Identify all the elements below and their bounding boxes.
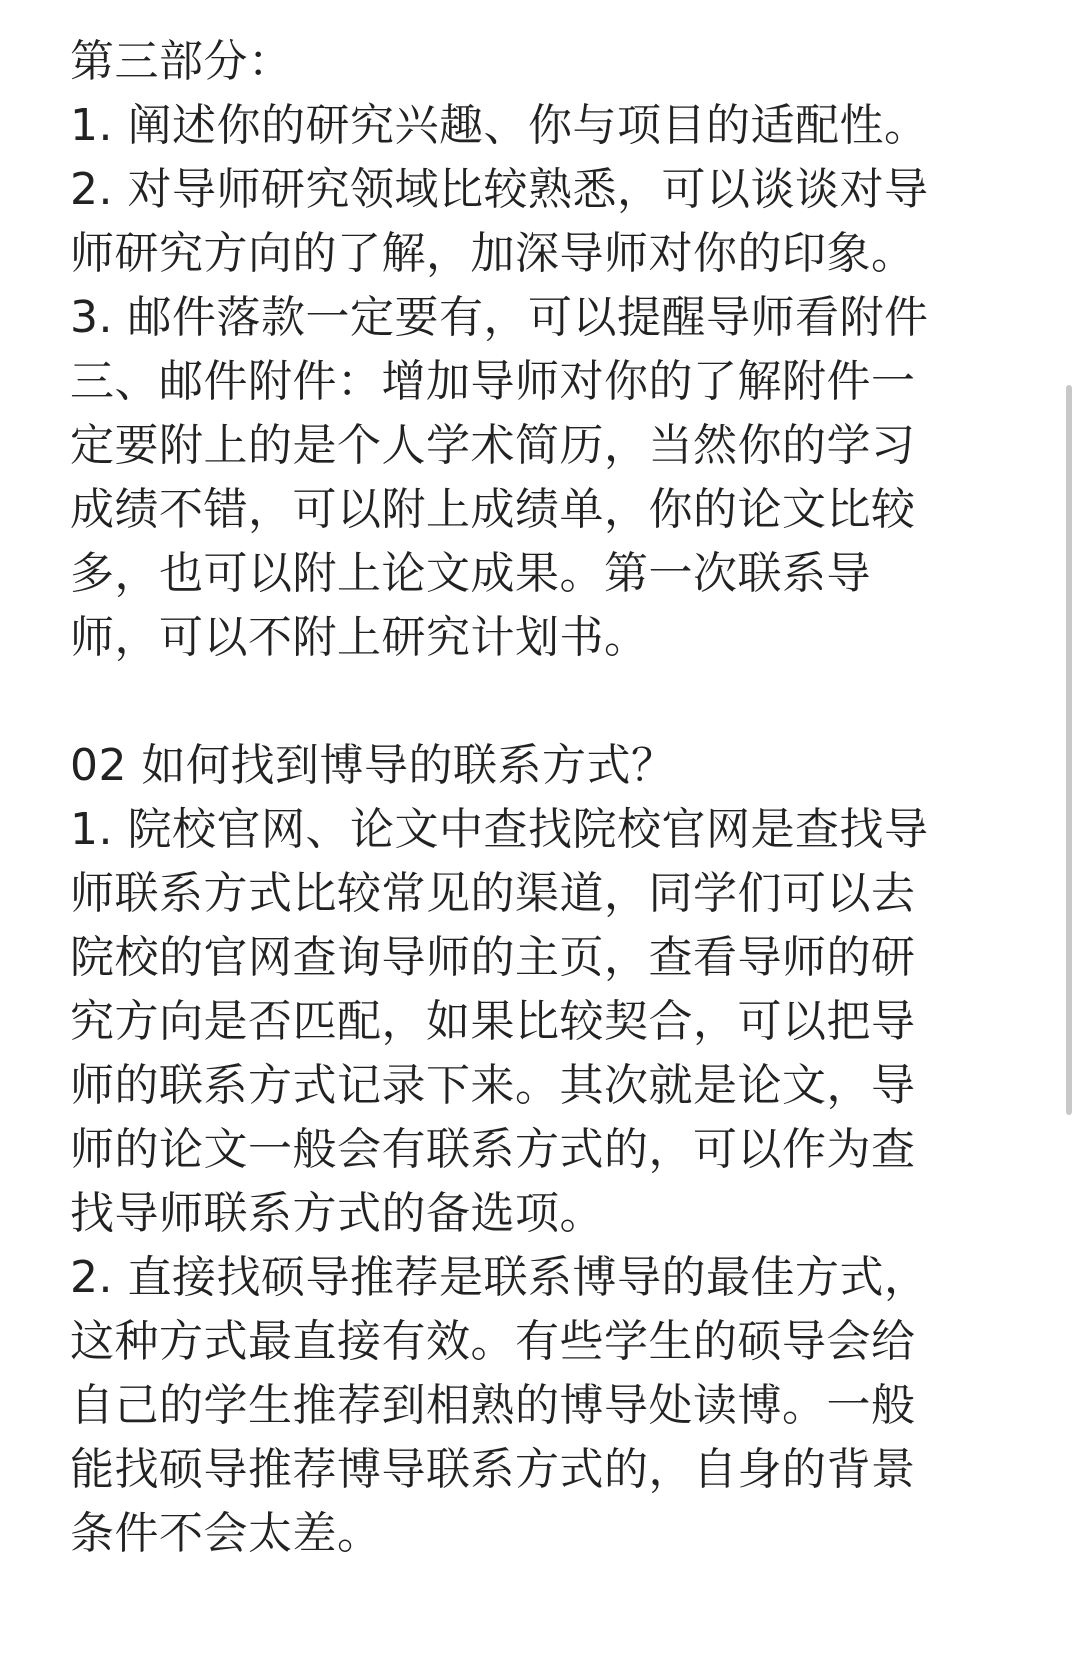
text-line: 3. 邮件落款一定要有，可以提醒导师看附件	[70, 292, 929, 343]
section-heading: 02 如何找到博导的联系方式？	[70, 740, 676, 791]
text-line: 2. 直接找硕导推荐是联系博导的最佳方式，	[70, 1252, 929, 1303]
text-line: 这种方式最直接有效。有些学生的硕导会给	[70, 1316, 916, 1367]
text-line: 师的论文一般会有联系方式的，可以作为查	[70, 1124, 916, 1175]
article-body	[70, 30, 990, 1566]
text-line: 院校的官网查询导师的主页，查看导师的研	[70, 932, 916, 983]
text-line: 师研究方向的了解，加深导师对你的印象。	[70, 228, 916, 279]
text-line: 成绩不错，可以附上成绩单，你的论文比较	[70, 484, 916, 535]
text-line: 师的联系方式记录下来。其次就是论文，导	[70, 1060, 916, 1111]
blank-line	[70, 670, 990, 734]
text-line: 多，也可以附上论文成果。第一次联系导	[70, 548, 871, 599]
text-line: 定要附上的是个人学术简历，当然你的学习	[70, 420, 916, 471]
text-line: 自己的学生推荐到相熟的博导处读博。一般	[70, 1380, 916, 1431]
text-line: 师联系方式比较常见的渠道，同学们可以去	[70, 868, 916, 919]
text-line: 三、邮件附件：增加导师对你的了解附件一	[70, 356, 916, 407]
text-line: 2. 对导师研究领域比较熟悉，可以谈谈对导	[70, 164, 929, 215]
text-line: 1. 阐述你的研究兴趣、你与项目的适配性。	[70, 100, 929, 151]
text-line: 1. 院校官网、论文中查找院校官网是查找导	[70, 804, 929, 855]
text-line: 究方向是否匹配，如果比较契合，可以把导	[70, 996, 916, 1047]
text-line: 师，可以不附上研究计划书。	[70, 612, 649, 663]
text-line: 找导师联系方式的备选项。	[70, 1188, 604, 1239]
scrollbar[interactable]	[1066, 385, 1072, 1115]
text-line: 条件不会太差。	[70, 1508, 382, 1559]
section-heading: 第三部分：	[70, 36, 293, 87]
text-line: 能找硕导推荐博导联系方式的，自身的背景	[70, 1444, 916, 1495]
